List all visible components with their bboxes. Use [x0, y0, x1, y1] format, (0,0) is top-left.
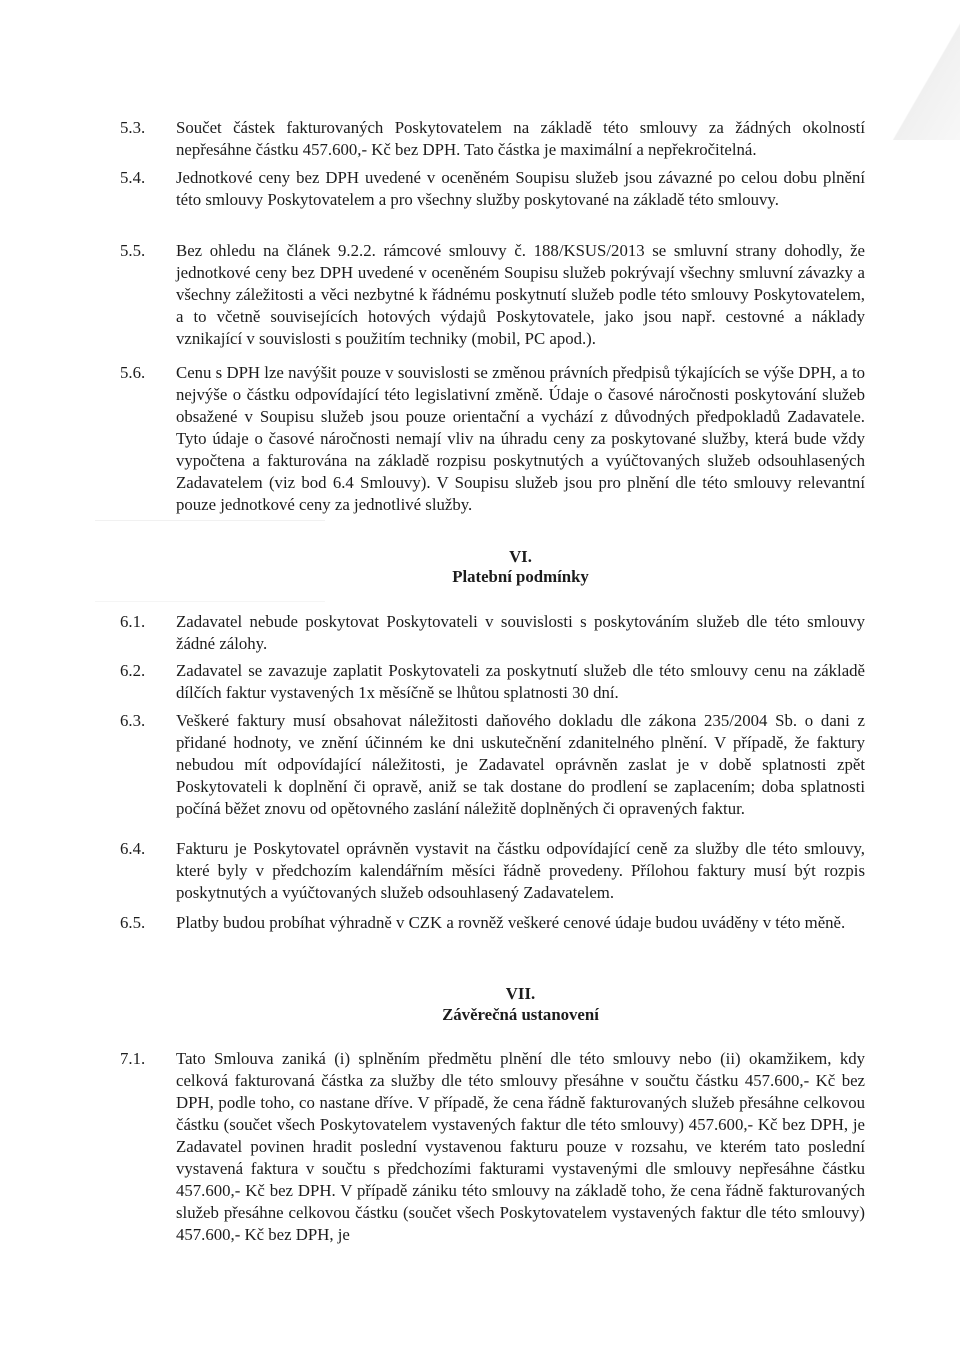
clause-6-5 [120, 912, 865, 934]
section-number: VII. [505, 984, 536, 1003]
clause-text: Cenu s DPH lze navýšit pouze v souvislosti se změnou právních předpisů týkajících se výše DPH, a to nejvýše o částku odpovídající této legislativní změně. Údaje o časové náročnosti poskytování služeb obsažené v Soupisu služeb jsou pouze orientační a vychází z důvodných předpokladů Zadavatele. Tyto údaje o časové náročnosti nemají vliv na úhradu ceny za poskytované služby, která bude vždy vypočtena a fakturována na základě rozpisu poskytnutých a vyúčtovaných služeb odsouhlasených Zadavatelem (viz bod 6.4 Smlouvy). V Soupisu služeb jsou pro plnění dle této smlouvy relevantní pouze jednotkové ceny za jednotlivé služby. [176, 363, 865, 514]
clause-number: 5.3. [120, 118, 146, 137]
clause-number: 6.1. [120, 612, 146, 631]
section-title: Závěrečná ustanovení [442, 1005, 599, 1024]
clause-5-5 [120, 240, 865, 350]
page-corner-fold [890, 0, 960, 140]
clause-text: Tato Smlouva zaniká (i) splněním předmětu plnění dle této smlouvy nebo (ii) okamžikem, kdy celková fakturovaná částka za služby dle této smlouvy přesáhne v součtu částku 457.600,- Kč bez DPH, podle toho, co nastane dříve. V případě, že cena řádně fakturovaných služeb přesáhne celkovou částku (součet všech Poskytovatelem vystavených faktur dle této smlouvy) 457.600,- Kč bez DPH, je Zadavatel povinen hradit poslední vystavenou fakturu pouze v rozsahu, ve kterém tato poslední vystavená faktura v součtu s předchozími fakturami vystavenými dle smlouvy nepřesáhne částku 457.600,- Kč bez DPH. V případě zániku této smlouvy na základě toho, že cena řádně fakturovaných služeb přesáhne celkovou částku (součet všech Poskytovatelem vystavených faktur dle této smlouvy) 457.600,- Kč bez DPH, je [176, 1049, 865, 1244]
clause-text: Bez ohledu na článek 9.2.2. rámcové smlouvy č. 188/KSUS/2013 se smluvní strany dohodly, že jednotkové ceny bez DPH uvedené v oceněném Soupisu služeb pokrývají všechny smluvní závazky a všechny záležitosti a věci nezbytné k řádnému poskytnutí služeb podle této smlouvy Poskytovatelem, a to včetně souvisejících hotových výdajů Poskytovatele, jako jsou např. cestovné a náklady vznikající v souvislosti s použitím techniky (mobil, PC apod.). [176, 241, 865, 348]
clause-text: Zadavatel nebude poskytovat Poskytovateli v souvislosti s poskytováním služeb dle této smlouvy žádné zálohy. [176, 612, 865, 653]
section-number: VI. [509, 547, 532, 566]
clause-5-6 [120, 362, 865, 516]
clause-5-4 [120, 167, 865, 211]
clause-text: Veškeré faktury musí obsahovat náležitosti daňového dokladu dle zákona 235/2004 Sb. o dani z přidané hodnoty, ve znění účinném ke dni uskutečnění zdanitelného plnění. V případě, že faktury nebudou mít odpovídající náležitosti, je Zadavatel oprávněn zaslat je v době splatnosti zpět Poskytovateli k doplnění či opravě, aniž se tak dostane do prodlení se zaplacením; doba splatnosti počíná běžet znovu od opětovného zaslání náležitě doplněných či opravených faktur. [176, 711, 865, 818]
clause-number: 6.2. [120, 661, 146, 680]
clause-6-2 [120, 660, 865, 704]
section-title: Platební podmínky [452, 567, 589, 586]
clause-text: Součet částek fakturovaných Poskytovatelem na základě této smlouvy za žádných okolností nepřesáhne částku 457.600,- Kč bez DPH. Tato částka je maximální a nepřekročitelná. [176, 118, 865, 159]
clause-text: Zadavatel se zavazuje zaplatit Poskytovateli za poskytnutí služeb dle této smlouvy cenu na základě dílčích faktur vystavených 1x měsíčně se lhůtou splatnosti 30 dní. [176, 661, 865, 702]
clause-6-4 [120, 838, 865, 904]
clause-number: 6.4. [120, 839, 146, 858]
clause-text: Fakturu je Poskytovatel oprávněn vystavit na částku odpovídající ceně za služby dle této smlouvy, které byly v předchozím kalendářním měsíci řádně provedeny. Přílohou faktury musí být rozpis poskytnutých a vyúčtovaných služeb odsouhlasený Zadavatelem. [176, 839, 865, 902]
clause-number: 5.4. [120, 168, 146, 187]
clause-number: 6.5. [120, 913, 146, 932]
clause-6-3 [120, 710, 865, 820]
clause-number: 6.3. [120, 711, 146, 730]
clause-number: 7.1. [120, 1049, 146, 1068]
clause-number: 5.6. [120, 363, 146, 382]
clause-number: 5.5. [120, 241, 146, 260]
clause-text: Platby budou probíhat výhradně v CZK a rovněž veškeré cenové údaje budou uváděny v této měně. [176, 913, 846, 932]
clause-5-3 [120, 117, 865, 161]
clause-text: Jednotkové ceny bez DPH uvedené v oceněném Soupisu služeb jsou závazné po celou dobu plnění této smlouvy Poskytovatelem a pro všechny služby poskytované na základě této smlouvy. [176, 168, 865, 209]
clause-7-1 [120, 1048, 865, 1246]
clause-6-1 [120, 611, 865, 655]
